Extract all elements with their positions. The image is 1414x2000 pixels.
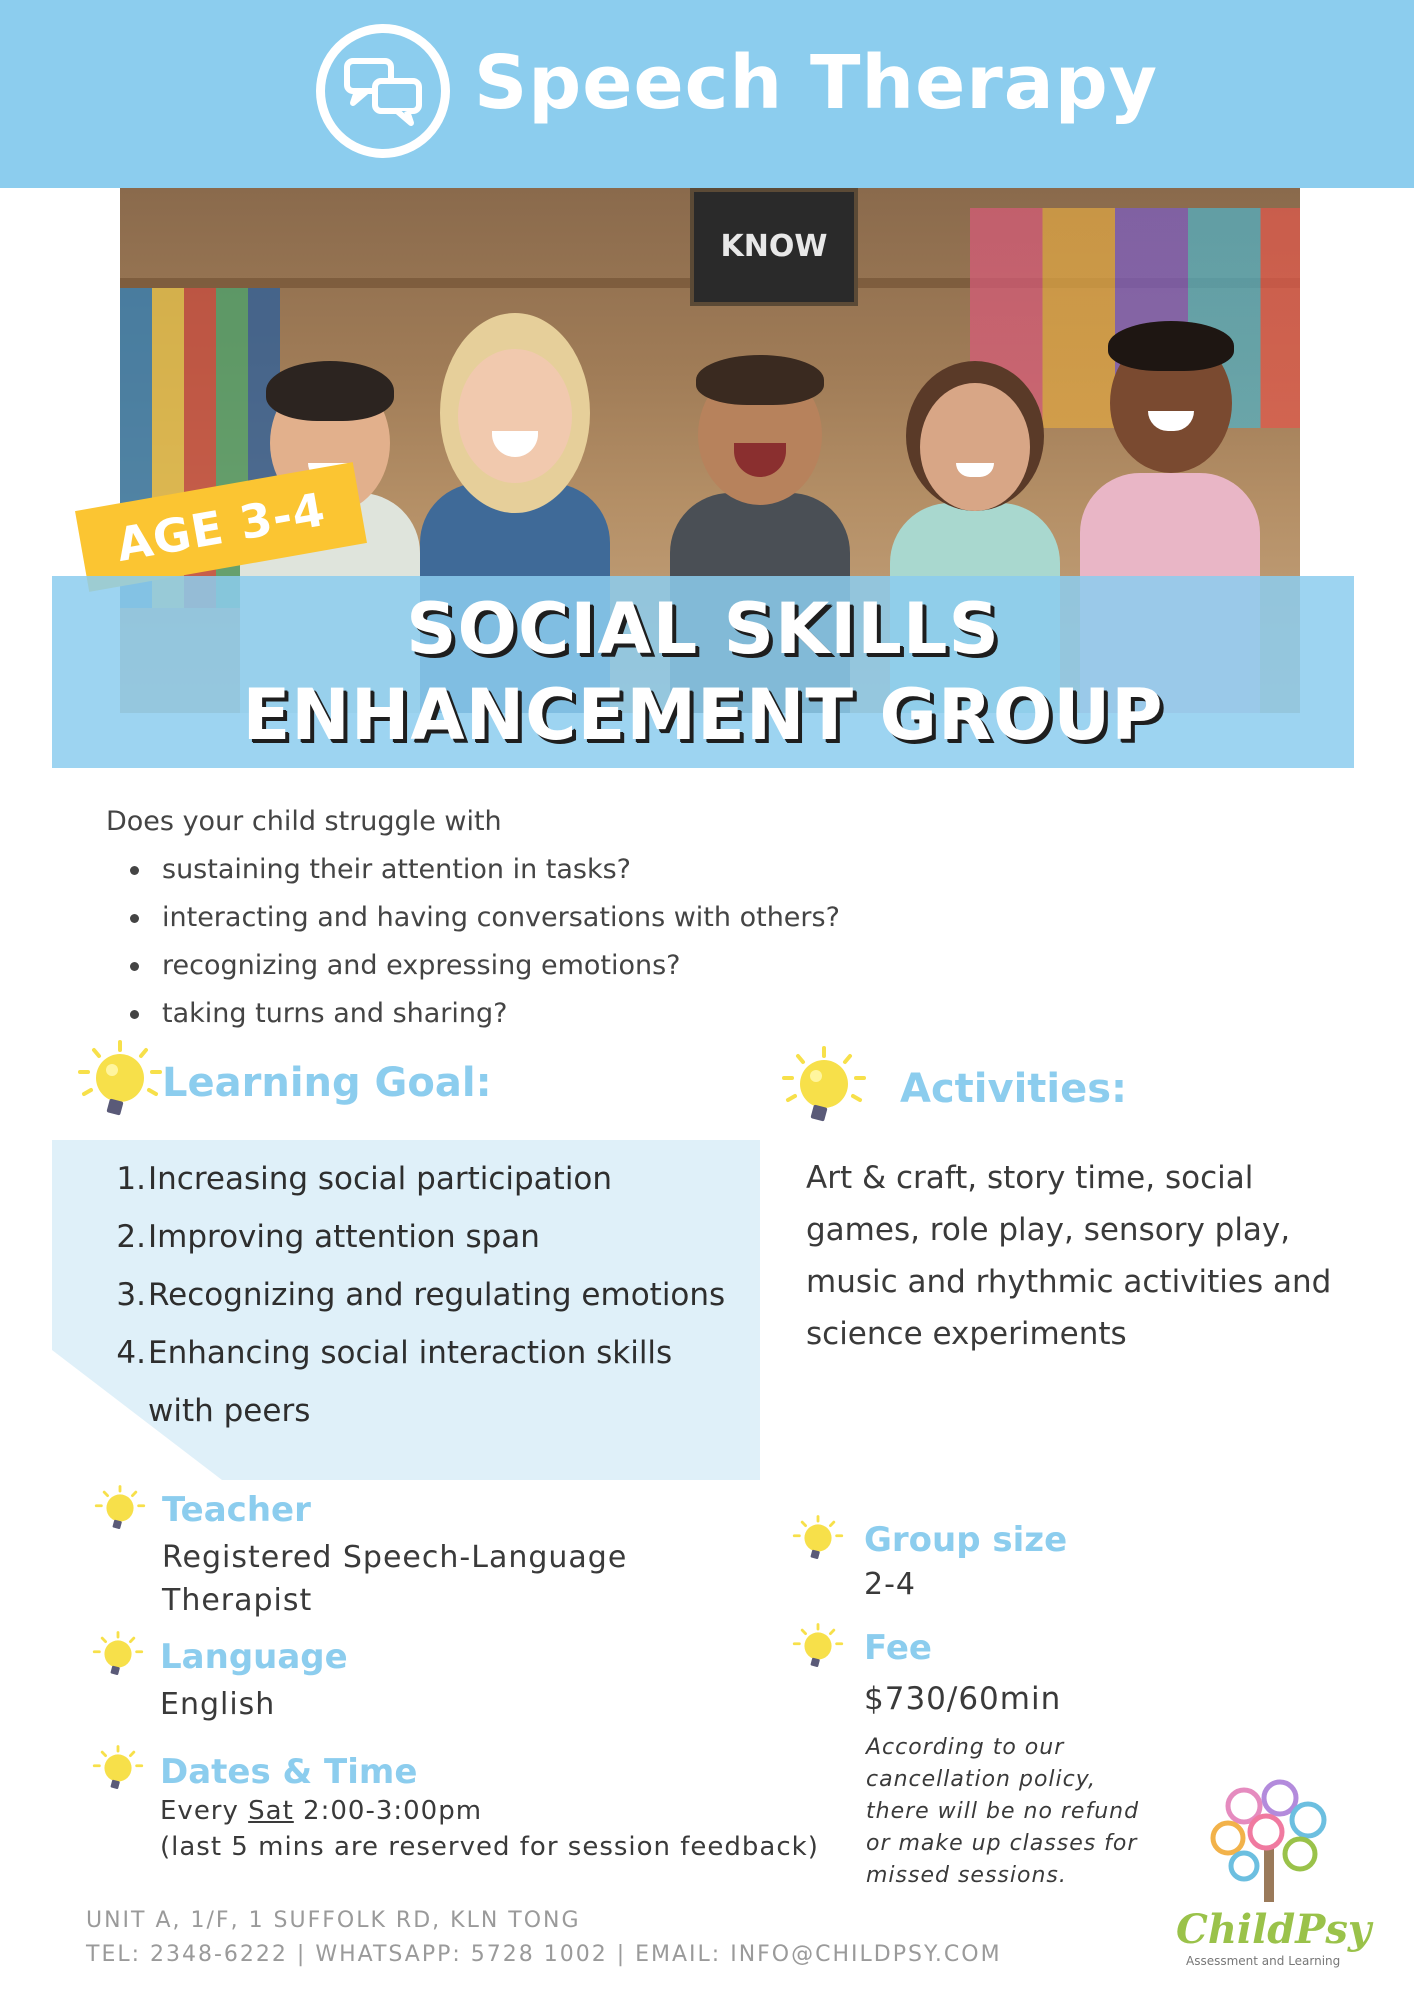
cancellation-policy: According to our cancellation policy, there will be no refund or make up classes for missed sessions. — [866, 1735, 1140, 1888]
teacher-label: Teacher — [162, 1490, 311, 1530]
schedule-time: 2:00-3:00pm — [293, 1796, 483, 1826]
program-title-line-1: SOCIAL SKILLS — [406, 588, 1000, 670]
dates-time-note: (last 5 mins are reserved for session feedback) — [160, 1832, 819, 1862]
item-number: 4. — [116, 1335, 146, 1371]
teacher-value-line-1: Registered Speech-Language — [162, 1540, 628, 1575]
lightbulb-icon — [74, 1040, 166, 1120]
childpsy-tree-logo — [1200, 1776, 1340, 1906]
age-badge-label: AGE 3-4 — [112, 482, 330, 572]
lightbulb-icon — [778, 1046, 870, 1126]
lightbulb-icon — [94, 1484, 146, 1532]
list-item — [106, 1266, 725, 1324]
group-size-value: 2-4 — [864, 1567, 916, 1602]
struggle-list — [130, 846, 840, 1038]
childpsy-logo-text: ChildPsy — [1176, 1906, 1372, 1953]
item-number: 1. — [116, 1161, 146, 1197]
page-title: Speech Therapy — [474, 40, 1158, 126]
list-item: sustaining their attention in tasks? — [130, 846, 840, 894]
program-title — [52, 586, 1354, 758]
fee-value: $730/60min — [864, 1681, 1062, 1717]
teacher-value-line-2: Therapist — [162, 1583, 313, 1618]
speech-bubbles-icon — [316, 24, 450, 158]
lightbulb-icon — [92, 1630, 144, 1678]
lightbulb-icon — [92, 1744, 144, 1792]
footer-contact: TEL: 2348-6222 | WHATSAPP: 5728 1002 | EMAIL: INFO@CHILDPSY.COM — [86, 1942, 1002, 1967]
intro-question: Does your child struggle with — [106, 806, 502, 837]
item-number: 2. — [116, 1219, 146, 1255]
language-label: Language — [160, 1637, 348, 1677]
item-text: Recognizing and regulating emotions — [148, 1277, 726, 1313]
item-text: Improving attention span — [148, 1219, 540, 1255]
activities-text: Art & craft, story time, social games, role play, sensory play, music and rhythmic activities and science experiments — [806, 1160, 1332, 1352]
list-item: taking turns and sharing? — [130, 990, 840, 1038]
list-item — [106, 1208, 725, 1266]
dates-time-label: Dates & Time — [160, 1752, 418, 1792]
lightbulb-icon — [792, 1622, 844, 1670]
list-item: recognizing and expressing emotions? — [130, 942, 840, 990]
learning-goal-list — [106, 1150, 725, 1440]
group-size-label: Group size — [864, 1520, 1068, 1560]
list-item — [106, 1150, 725, 1208]
list-item — [106, 1324, 725, 1440]
schedule-day: Sat — [248, 1796, 294, 1826]
classroom-sign: KNOW — [690, 188, 858, 306]
item-text: Enhancing social interaction skills — [148, 1335, 673, 1371]
item-text-continued: with peers — [148, 1393, 311, 1429]
list-item: interacting and having conversations with others? — [130, 894, 840, 942]
fee-label: Fee — [864, 1628, 932, 1668]
childpsy-logo-tagline: Assessment and Learning — [1186, 1954, 1341, 1968]
schedule-prefix: Every — [160, 1796, 249, 1826]
lightbulb-icon — [792, 1514, 844, 1562]
language-value: English — [160, 1687, 276, 1722]
learning-goal-title: Learning Goal: — [162, 1060, 492, 1106]
item-text: Increasing social participation — [148, 1161, 613, 1197]
header-banner — [0, 0, 1414, 188]
item-number: 3. — [116, 1277, 146, 1313]
footer-address: UNIT A, 1/F, 1 SUFFOLK RD, KLN TONG — [86, 1908, 581, 1933]
program-title-line-2: ENHANCEMENT GROUP — [242, 674, 1164, 756]
dates-time-value — [160, 1794, 482, 1828]
activities-title: Activities: — [900, 1066, 1128, 1112]
